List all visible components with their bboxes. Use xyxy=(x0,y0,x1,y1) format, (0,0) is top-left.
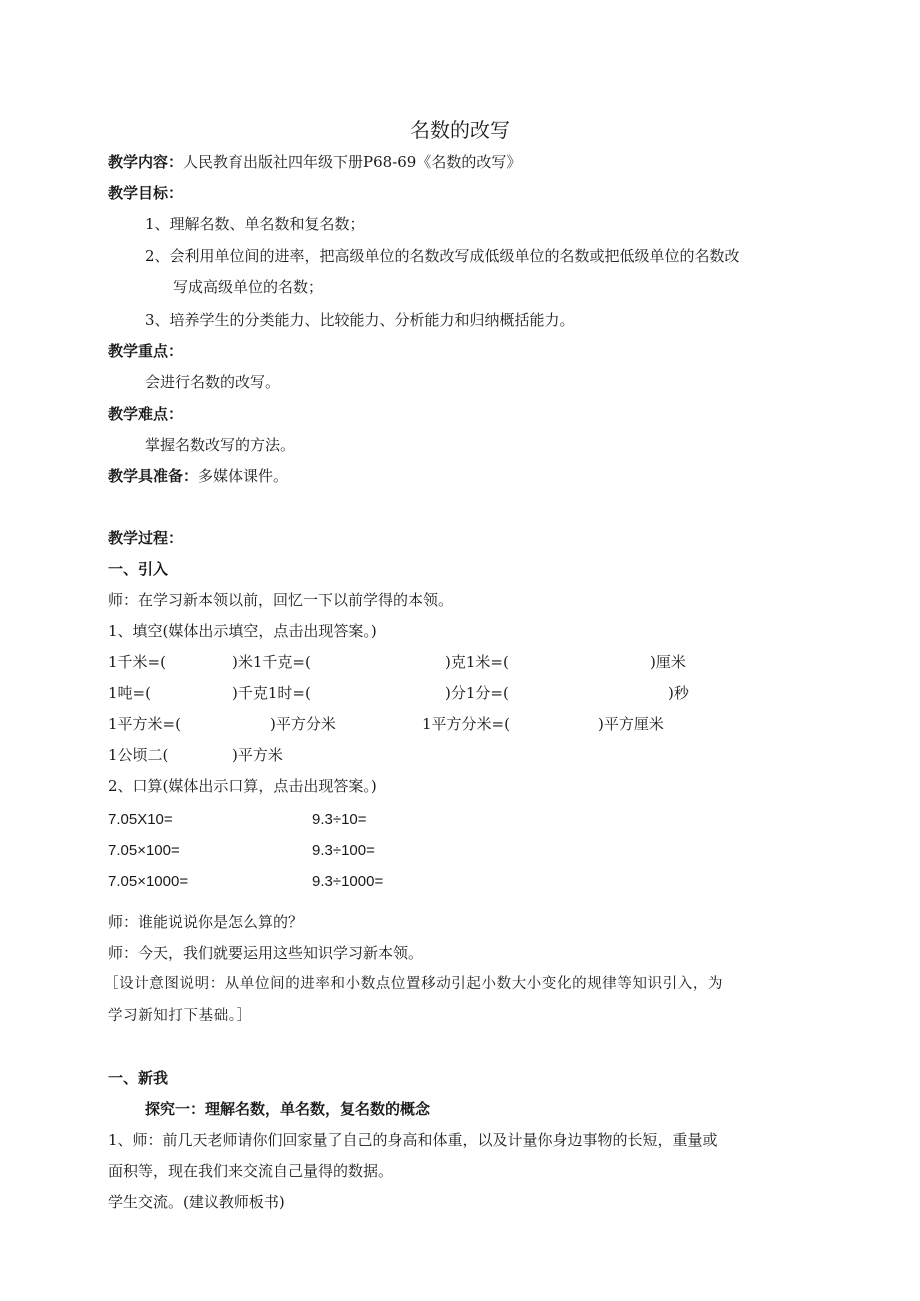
key-label: 教学重点： xyxy=(108,342,184,360)
content-text: 人民教育出版社四年级下册P68-69《名数的改写》 xyxy=(183,153,522,171)
fill-r3-d: )平方厘米 xyxy=(598,715,664,733)
goal-3: 3、培养学生的分类能力、比较能力、分析能力和归纳概括能力。 xyxy=(145,311,575,329)
prep-text: 多媒体课件。 xyxy=(198,467,289,485)
oral-b2: 9.3÷100= xyxy=(312,842,375,859)
prep-line xyxy=(108,466,288,486)
fill-r2-c: )分1分=( xyxy=(445,684,509,702)
fill-r4-a: 1公顷二( xyxy=(108,746,169,764)
fill-r2-a: 1吨=( xyxy=(108,684,151,702)
goal-2-line-1: 2、会利用单位间的进率，把高级单位的名数改写成低级单位的名数或把低级单位的名数改 xyxy=(145,247,740,265)
fill-r1-a: 1千米=( xyxy=(108,653,166,671)
design-note-line-1: ［设计意图说明：从单位间的进率和小数点位置移动引起小数大小变化的规律等知识引入，为 xyxy=(104,976,724,992)
fill-r3-b: )平方分米 xyxy=(270,715,336,733)
paragraph-1-line-1: 1、师：前几天老师请你们回家量了自己的身高和体重，以及计量你身边事物的长短，重量或 xyxy=(108,1131,718,1149)
section-intro-heading: 一、引入 xyxy=(108,560,169,578)
intro-line: 师：在学习新本领以前，回忆一下以前学得的本领。 xyxy=(108,591,454,609)
fill-r2-b: )千克1时=( xyxy=(232,684,311,702)
oral-a3: 7.05×1000= xyxy=(108,873,189,890)
oral-title: 2、口算(媒体出示口算，点击出现答案。) xyxy=(108,777,377,795)
fill-r3-c: 1平方分米=( xyxy=(422,715,510,733)
key-text: 会进行名数的改写。 xyxy=(145,373,281,391)
teacher-question: 师：谁能说说你是怎么算的？ xyxy=(108,913,304,931)
oral-b3: 9.3÷1000= xyxy=(312,873,384,890)
goals-label: 教学目标： xyxy=(108,184,184,202)
document-title: 名数的改写 xyxy=(410,118,510,142)
teacher-today: 师：今天，我们就要运用这些知识学习新本领。 xyxy=(108,944,424,962)
student-exchange: 学生交流。(建议教师板书) xyxy=(108,1193,285,1211)
oral-b1: 9.3÷10= xyxy=(312,811,367,828)
fill-r2-d: )秒 xyxy=(668,684,689,702)
process-label: 教学过程： xyxy=(108,529,184,547)
fill-r1-d: )厘米 xyxy=(650,653,686,671)
paragraph-1-line-2: 面积等，现在我们来交流自己量得的数据。 xyxy=(108,1162,394,1180)
content-label: 教学内容： xyxy=(108,153,184,171)
content-line xyxy=(108,152,521,172)
oral-a2: 7.05×100= xyxy=(108,842,180,859)
fill-title: 1、填空(媒体出示填空，点击出现答案。) xyxy=(108,622,377,640)
design-note-line-2: 学习新知打下基础。］ xyxy=(108,1008,252,1024)
section-new-heading: 一、新我 xyxy=(108,1069,169,1087)
fill-r1-c: )克1米=( xyxy=(445,653,509,671)
difficulty-label: 教学难点： xyxy=(108,405,184,423)
difficulty-text: 掌握名数改写的方法。 xyxy=(145,436,296,454)
oral-a1: 7.05X10= xyxy=(108,811,173,828)
prep-label: 教学具准备： xyxy=(108,467,199,485)
fill-r4-b: )平方米 xyxy=(232,746,283,764)
fill-r1-b: )米1千克=( xyxy=(232,653,311,671)
fill-r3-a: 1平方米=( xyxy=(108,715,181,733)
goal-1: 1、理解名数、单名数和复名数； xyxy=(145,215,365,233)
explore-1-heading: 探究一：理解名数，单名数，复名数的概念 xyxy=(145,1100,431,1118)
goal-2-line-2: 写成高级单位的名数； xyxy=(173,278,324,296)
